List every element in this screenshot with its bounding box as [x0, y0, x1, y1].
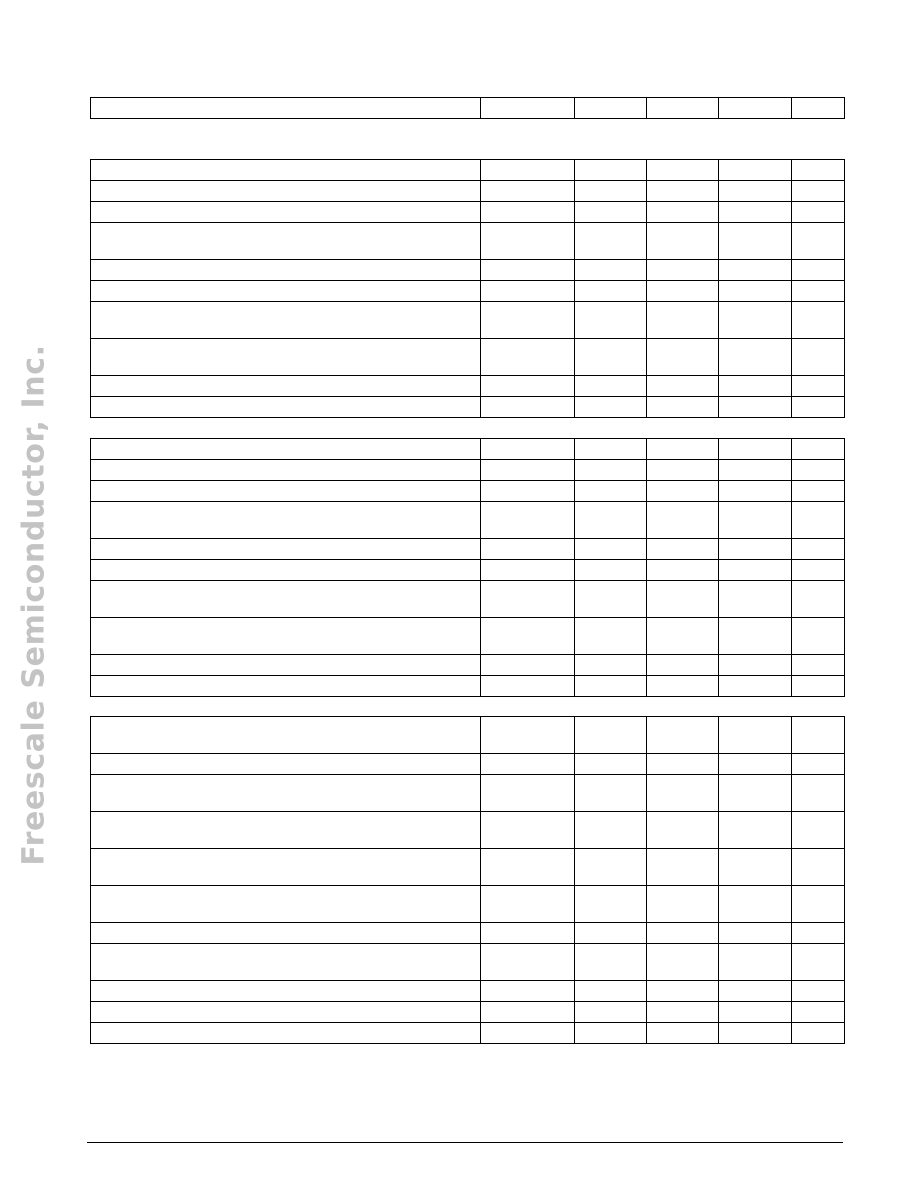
- table-row: [91, 539, 845, 560]
- max-cell: [719, 539, 792, 560]
- typ-cell: [647, 944, 719, 981]
- typ-cell: [647, 981, 719, 1002]
- footer-rule: [87, 1142, 843, 1143]
- max-cell: [719, 981, 792, 1002]
- table-row: [91, 302, 845, 339]
- min-cell: [575, 160, 647, 181]
- symbol-cell: [481, 539, 575, 560]
- watermark: Freescale Semiconductor, Inc.: [16, 344, 52, 866]
- parameter-cell: [91, 181, 481, 202]
- typ-cell: [647, 98, 719, 119]
- unit-cell: [792, 260, 845, 281]
- typ-cell: [647, 397, 719, 418]
- table-row: [91, 581, 845, 618]
- parameter-cell: [91, 944, 481, 981]
- max-cell: [719, 676, 792, 697]
- unit-cell: [792, 849, 845, 886]
- unit-cell: [792, 886, 845, 923]
- symbol-cell: [481, 1002, 575, 1023]
- parameter-cell: [91, 886, 481, 923]
- unit-cell: [792, 302, 845, 339]
- typ-cell: [647, 202, 719, 223]
- typ-cell: [647, 502, 719, 539]
- max-cell: [719, 1002, 792, 1023]
- max-cell: [719, 281, 792, 302]
- parameter-cell: [91, 1023, 481, 1044]
- table-row: [91, 923, 845, 944]
- typ-cell: [647, 539, 719, 560]
- min-cell: [575, 981, 647, 1002]
- parameter-cell: [91, 260, 481, 281]
- parameter-cell: [91, 717, 481, 754]
- min-cell: [575, 302, 647, 339]
- table-row: [91, 676, 845, 697]
- symbol-cell: [481, 812, 575, 849]
- unit-cell: [792, 754, 845, 775]
- table-row: [91, 397, 845, 418]
- min-cell: [575, 1023, 647, 1044]
- unit-cell: [792, 560, 845, 581]
- parameter-cell: [91, 581, 481, 618]
- parameter-cell: [91, 376, 481, 397]
- typ-cell: [647, 618, 719, 655]
- typ-cell: [647, 281, 719, 302]
- parameter-cell: [91, 302, 481, 339]
- parameter-cell: [91, 655, 481, 676]
- min-cell: [575, 202, 647, 223]
- parameter-cell: [91, 202, 481, 223]
- unit-cell: [792, 98, 845, 119]
- max-cell: [719, 944, 792, 981]
- parameter-cell: [91, 775, 481, 812]
- symbol-cell: [481, 775, 575, 812]
- max-cell: [719, 923, 792, 944]
- table-row: [91, 849, 845, 886]
- min-cell: [575, 502, 647, 539]
- table-row: [91, 223, 845, 260]
- symbol-cell: [481, 481, 575, 502]
- parameter-cell: [91, 560, 481, 581]
- table-row: [91, 560, 845, 581]
- table-row: [91, 502, 845, 539]
- table-row: [91, 812, 845, 849]
- table-row: [91, 339, 845, 376]
- symbol-cell: [481, 754, 575, 775]
- max-cell: [719, 460, 792, 481]
- unit-cell: [792, 581, 845, 618]
- max-cell: [719, 376, 792, 397]
- symbol-cell: [481, 923, 575, 944]
- typ-cell: [647, 160, 719, 181]
- max-cell: [719, 397, 792, 418]
- symbol-cell: [481, 618, 575, 655]
- min-cell: [575, 775, 647, 812]
- min-cell: [575, 281, 647, 302]
- symbol-cell: [481, 581, 575, 618]
- max-cell: [719, 439, 792, 460]
- parameter-cell: [91, 618, 481, 655]
- unit-cell: [792, 944, 845, 981]
- parameter-cell: [91, 98, 481, 119]
- typ-cell: [647, 260, 719, 281]
- typ-cell: [647, 339, 719, 376]
- typ-cell: [647, 886, 719, 923]
- unit-cell: [792, 812, 845, 849]
- min-cell: [575, 439, 647, 460]
- typ-cell: [647, 775, 719, 812]
- symbol-cell: [481, 397, 575, 418]
- unit-cell: [792, 481, 845, 502]
- header-table: [90, 97, 845, 119]
- symbol-cell: [481, 849, 575, 886]
- symbol-cell: [481, 460, 575, 481]
- parameter-cell: [91, 923, 481, 944]
- symbol-cell: [481, 717, 575, 754]
- typ-cell: [647, 302, 719, 339]
- table-row: [91, 281, 845, 302]
- max-cell: [719, 502, 792, 539]
- unit-cell: [792, 397, 845, 418]
- max-cell: [719, 160, 792, 181]
- unit-cell: [792, 502, 845, 539]
- table-row: [91, 460, 845, 481]
- max-cell: [719, 581, 792, 618]
- typ-cell: [647, 655, 719, 676]
- min-cell: [575, 260, 647, 281]
- spec-table-3: [90, 716, 845, 1044]
- typ-cell: [647, 923, 719, 944]
- max-cell: [719, 618, 792, 655]
- min-cell: [575, 460, 647, 481]
- typ-cell: [647, 376, 719, 397]
- min-cell: [575, 849, 647, 886]
- spec-table-1: [90, 159, 845, 418]
- parameter-cell: [91, 849, 481, 886]
- table-row: [91, 754, 845, 775]
- parameter-cell: [91, 502, 481, 539]
- unit-cell: [792, 460, 845, 481]
- typ-cell: [647, 439, 719, 460]
- max-cell: [719, 181, 792, 202]
- min-cell: [575, 181, 647, 202]
- typ-cell: [647, 717, 719, 754]
- max-cell: [719, 560, 792, 581]
- symbol-cell: [481, 260, 575, 281]
- unit-cell: [792, 923, 845, 944]
- symbol-cell: [481, 202, 575, 223]
- max-cell: [719, 754, 792, 775]
- min-cell: [575, 339, 647, 376]
- typ-cell: [647, 481, 719, 502]
- typ-cell: [647, 849, 719, 886]
- symbol-cell: [481, 439, 575, 460]
- table-row: [91, 944, 845, 981]
- unit-cell: [792, 339, 845, 376]
- min-cell: [575, 1002, 647, 1023]
- typ-cell: [647, 560, 719, 581]
- unit-cell: [792, 439, 845, 460]
- table-row: [91, 775, 845, 812]
- parameter-cell: [91, 812, 481, 849]
- table-row: [91, 481, 845, 502]
- spec-table-2: [90, 438, 845, 697]
- parameter-cell: [91, 281, 481, 302]
- unit-cell: [792, 281, 845, 302]
- parameter-cell: [91, 339, 481, 376]
- unit-cell: [792, 655, 845, 676]
- table-row: [91, 181, 845, 202]
- unit-cell: [792, 539, 845, 560]
- table-row: [91, 1023, 845, 1044]
- symbol-cell: [481, 560, 575, 581]
- typ-cell: [647, 581, 719, 618]
- symbol-cell: [481, 981, 575, 1002]
- symbol-cell: [481, 502, 575, 539]
- min-cell: [575, 923, 647, 944]
- unit-cell: [792, 717, 845, 754]
- table-row: [91, 717, 845, 754]
- symbol-cell: [481, 181, 575, 202]
- table-row: [91, 260, 845, 281]
- typ-cell: [647, 1023, 719, 1044]
- min-cell: [575, 581, 647, 618]
- symbol-cell: [481, 886, 575, 923]
- symbol-cell: [481, 160, 575, 181]
- min-cell: [575, 539, 647, 560]
- max-cell: [719, 655, 792, 676]
- unit-cell: [792, 181, 845, 202]
- table-row: [91, 981, 845, 1002]
- parameter-cell: [91, 223, 481, 260]
- min-cell: [575, 560, 647, 581]
- min-cell: [575, 397, 647, 418]
- unit-cell: [792, 223, 845, 260]
- table-row: [91, 886, 845, 923]
- unit-cell: [792, 676, 845, 697]
- max-cell: [719, 98, 792, 119]
- parameter-cell: [91, 481, 481, 502]
- symbol-cell: [481, 944, 575, 981]
- typ-cell: [647, 754, 719, 775]
- typ-cell: [647, 676, 719, 697]
- min-cell: [575, 754, 647, 775]
- symbol-cell: [481, 302, 575, 339]
- max-cell: [719, 481, 792, 502]
- parameter-cell: [91, 460, 481, 481]
- symbol-cell: [481, 1023, 575, 1044]
- min-cell: [575, 655, 647, 676]
- min-cell: [575, 98, 647, 119]
- max-cell: [719, 1023, 792, 1044]
- typ-cell: [647, 223, 719, 260]
- table-row: [91, 98, 845, 119]
- unit-cell: [792, 775, 845, 812]
- typ-cell: [647, 181, 719, 202]
- parameter-cell: [91, 160, 481, 181]
- min-cell: [575, 376, 647, 397]
- table-row: [91, 655, 845, 676]
- table-row: [91, 202, 845, 223]
- symbol-cell: [481, 655, 575, 676]
- max-cell: [719, 339, 792, 376]
- max-cell: [719, 886, 792, 923]
- min-cell: [575, 481, 647, 502]
- symbol-cell: [481, 676, 575, 697]
- min-cell: [575, 676, 647, 697]
- symbol-cell: [481, 223, 575, 260]
- unit-cell: [792, 981, 845, 1002]
- parameter-cell: [91, 981, 481, 1002]
- parameter-cell: [91, 754, 481, 775]
- max-cell: [719, 202, 792, 223]
- min-cell: [575, 944, 647, 981]
- min-cell: [575, 886, 647, 923]
- typ-cell: [647, 1002, 719, 1023]
- symbol-cell: [481, 339, 575, 376]
- min-cell: [575, 812, 647, 849]
- max-cell: [719, 717, 792, 754]
- table-row: [91, 160, 845, 181]
- min-cell: [575, 618, 647, 655]
- parameter-cell: [91, 397, 481, 418]
- max-cell: [719, 302, 792, 339]
- table-row: [91, 376, 845, 397]
- parameter-cell: [91, 539, 481, 560]
- parameter-cell: [91, 1002, 481, 1023]
- table-row: [91, 439, 845, 460]
- symbol-cell: [481, 281, 575, 302]
- max-cell: [719, 260, 792, 281]
- typ-cell: [647, 812, 719, 849]
- max-cell: [719, 812, 792, 849]
- min-cell: [575, 223, 647, 260]
- symbol-cell: [481, 376, 575, 397]
- symbol-cell: [481, 98, 575, 119]
- unit-cell: [792, 202, 845, 223]
- max-cell: [719, 849, 792, 886]
- unit-cell: [792, 1002, 845, 1023]
- unit-cell: [792, 160, 845, 181]
- parameter-cell: [91, 676, 481, 697]
- unit-cell: [792, 1023, 845, 1044]
- unit-cell: [792, 376, 845, 397]
- max-cell: [719, 223, 792, 260]
- table-row: [91, 618, 845, 655]
- typ-cell: [647, 460, 719, 481]
- table-row: [91, 1002, 845, 1023]
- unit-cell: [792, 618, 845, 655]
- parameter-cell: [91, 439, 481, 460]
- min-cell: [575, 717, 647, 754]
- max-cell: [719, 775, 792, 812]
